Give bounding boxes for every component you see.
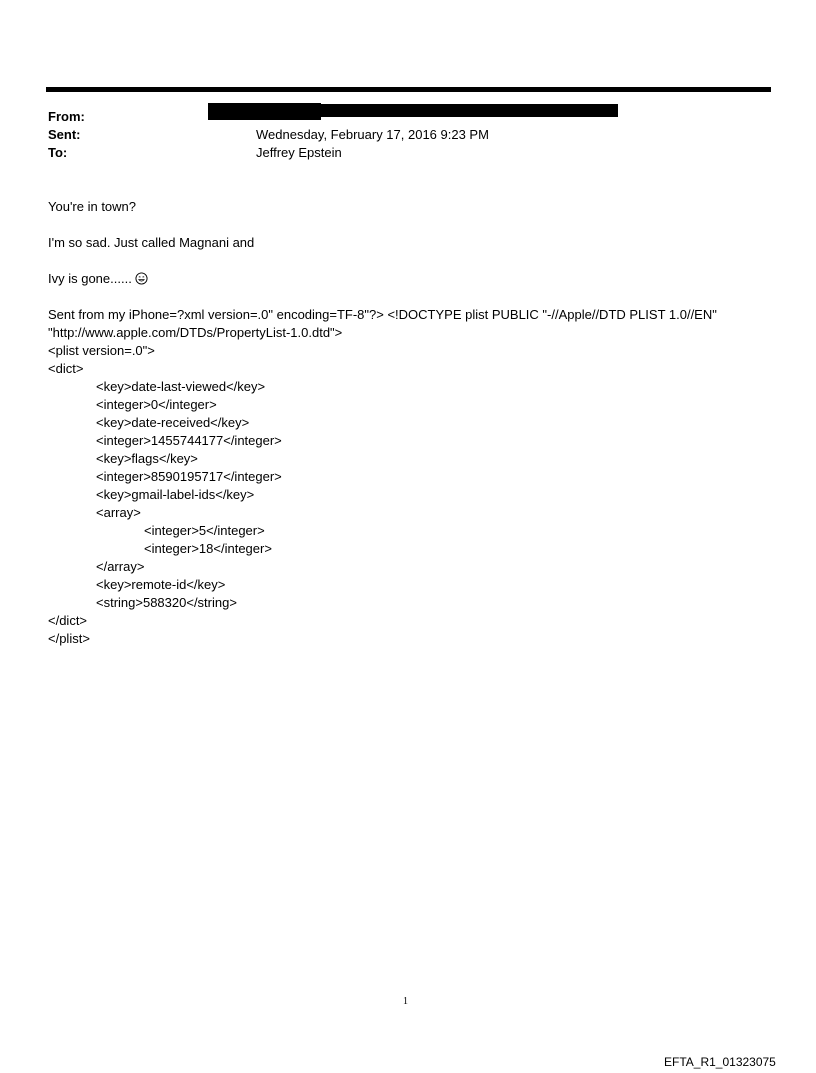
plist-line: <key>flags</key> [96, 451, 198, 466]
plist-line: <integer>18</integer> [144, 541, 272, 556]
plist-line: <key>date-received</key> [96, 415, 250, 430]
plist-line: Sent from my iPhone=?xml version=.0" encoding=TF-8"?> <!DOCTYPE plist PUBLIC "-//Apple//DTD PLIST 1.0//EN" [48, 307, 717, 322]
sent-label: Sent: [48, 127, 81, 142]
from-label: From: [48, 109, 85, 124]
body-line-2: I'm so sad. Just called Magnani and [48, 235, 255, 250]
plist-line: "http://www.apple.com/DTDs/PropertyList-1.0.dtd"> [48, 325, 343, 340]
to-label: To: [48, 145, 68, 160]
plist-line: <array> [96, 505, 141, 520]
plist-line: <dict> [48, 361, 84, 376]
redaction-block [321, 104, 618, 117]
plist-line: <integer>8590195717</integer> [96, 469, 282, 484]
plist-line: <integer>1455744177</integer> [96, 433, 282, 448]
document-id: EFTA_R1_01323075 [664, 1055, 776, 1069]
plist-line: <key>remote-id</key> [96, 577, 226, 592]
sent-value: Wednesday, February 17, 2016 9:23 PM [256, 127, 489, 142]
body-line-1: You're in town? [48, 199, 137, 214]
to-value: Jeffrey Epstein [256, 145, 342, 160]
plist-line: <key>gmail-label-ids</key> [96, 487, 255, 502]
plist-line: </array> [96, 559, 145, 574]
plist-line: </dict> [48, 613, 88, 628]
body-line-3 [48, 270, 148, 287]
redaction-block [208, 103, 321, 120]
plist-line: <integer>5</integer> [144, 523, 265, 538]
body-line-3-text: Ivy is gone...... [48, 271, 132, 286]
plist-line: <string>588320</string> [96, 595, 237, 610]
plist-line: </plist> [48, 631, 90, 646]
plist-line: <plist version=.0"> [48, 343, 155, 358]
header-divider-rule [46, 87, 771, 92]
plist-line: <key>date-last-viewed</key> [96, 379, 266, 394]
plist-line: <integer>0</integer> [96, 397, 217, 412]
smiley-face-icon [135, 272, 148, 285]
page-number: 1 [403, 996, 408, 1007]
